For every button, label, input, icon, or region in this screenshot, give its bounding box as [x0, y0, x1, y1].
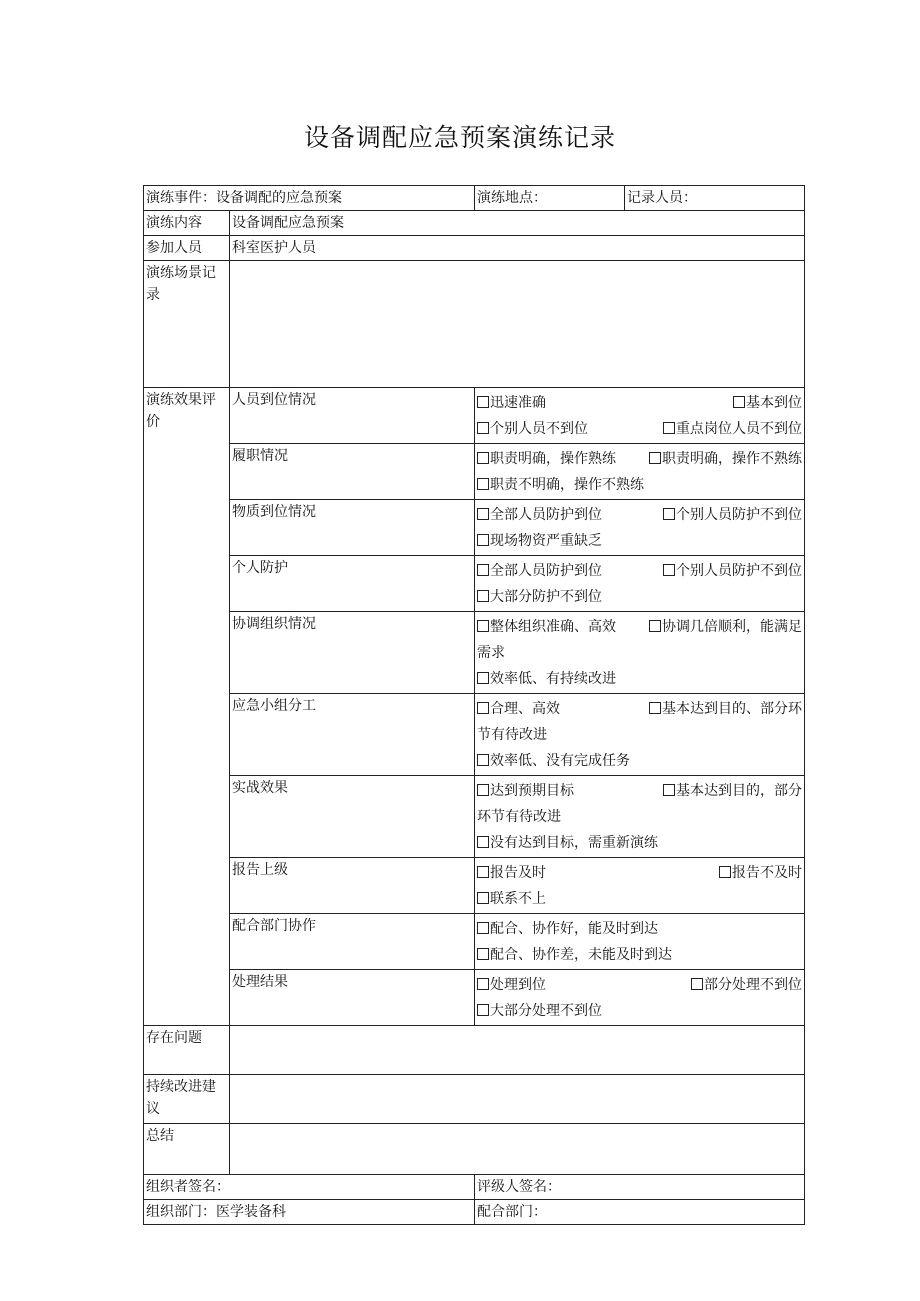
evaluation-row	[144, 776, 805, 858]
option-item[interactable]	[719, 860, 802, 886]
option-label: 处理到位	[490, 977, 546, 993]
evaluation-row	[144, 694, 805, 776]
coop-dept-cell: 配合部门：	[475, 1200, 805, 1225]
option-line	[477, 916, 802, 942]
evaluation-row	[144, 612, 805, 694]
option-label: 职责不明确，操作不熟练	[490, 477, 644, 493]
option-line	[477, 390, 802, 416]
option-item[interactable]	[477, 942, 672, 968]
scene-value	[230, 261, 805, 388]
option-label: 达到预期目标	[490, 783, 574, 799]
option-label: 大部分处理不到位	[490, 1003, 602, 1019]
option-line	[477, 696, 802, 722]
drill-location-cell: 演练地点：	[475, 186, 625, 211]
option-label: 全部人员防护到位	[490, 563, 602, 579]
evaluation-row	[144, 858, 805, 914]
evaluation-item-name: 物质到位情况	[230, 500, 475, 556]
evaluation-options	[475, 776, 805, 858]
option-line	[477, 502, 802, 528]
evaluation-item-name: 处理结果	[230, 970, 475, 1026]
checkbox-icon[interactable]	[649, 452, 661, 464]
evaluation-row	[144, 444, 805, 500]
option-continuation: 环节有待改进	[477, 809, 561, 825]
evaluation-item-name: 配合部门协作	[230, 914, 475, 970]
suggestions-row	[144, 1075, 805, 1124]
checkbox-icon[interactable]	[477, 534, 489, 546]
evaluation-options	[475, 612, 805, 694]
option-item[interactable]	[663, 558, 802, 584]
footer-row	[144, 1200, 805, 1225]
evaluation-options	[475, 914, 805, 970]
option-line	[477, 528, 802, 554]
checkbox-icon[interactable]	[719, 866, 731, 878]
content-label: 演练内容	[144, 211, 230, 236]
option-label: 部分处理不到位	[704, 977, 802, 993]
summary-value[interactable]	[230, 1124, 805, 1175]
option-continuation: 需求	[477, 645, 505, 661]
evaluation-options	[475, 556, 805, 612]
evaluation-item-name: 应急小组分工	[230, 694, 475, 776]
option-continuation: 节有待改进	[477, 727, 547, 743]
option-line	[477, 860, 802, 886]
option-item[interactable]	[477, 972, 546, 998]
option-line	[477, 972, 802, 998]
checkbox-icon[interactable]	[477, 978, 489, 990]
content-value: 设备调配应急预案	[230, 211, 805, 236]
option-item[interactable]	[733, 390, 802, 416]
option-line	[477, 446, 802, 472]
option-label: 个别人员防护不到位	[676, 563, 802, 579]
checkbox-icon[interactable]	[477, 892, 489, 904]
scene-row	[144, 261, 805, 388]
option-item[interactable]	[663, 416, 802, 442]
option-line	[477, 472, 802, 498]
checkbox-icon[interactable]	[477, 422, 489, 434]
checkbox-icon[interactable]	[477, 564, 489, 576]
option-item[interactable]	[649, 696, 802, 722]
option-item[interactable]	[663, 778, 802, 804]
evaluation-item-name: 报告上级	[230, 858, 475, 914]
option-line	[477, 778, 802, 804]
option-label: 协调几倍顺利，能满足	[662, 619, 802, 635]
option-label: 全部人员防护到位	[490, 507, 602, 523]
content-row	[144, 211, 805, 236]
evaluation-options	[475, 970, 805, 1026]
option-item[interactable]	[477, 916, 658, 942]
option-line	[477, 998, 802, 1024]
checkbox-icon[interactable]	[477, 702, 489, 714]
evaluation-row	[144, 500, 805, 556]
option-label: 报告不及时	[732, 865, 802, 881]
checkbox-icon[interactable]	[663, 784, 675, 796]
option-label: 个别人员不到位	[490, 421, 588, 437]
option-label: 配合、协作好，能及时到达	[490, 921, 658, 937]
checkbox-icon[interactable]	[477, 452, 489, 464]
option-label: 没有达到目标，需重新演练	[490, 835, 658, 851]
option-label: 效率低、没有完成任务	[490, 753, 630, 769]
option-label: 迅速准确	[490, 395, 546, 411]
checkbox-icon[interactable]	[477, 508, 489, 520]
option-line	[477, 942, 802, 968]
option-label: 现场物资严重缺乏	[490, 533, 602, 549]
option-label: 职责明确，操作不熟练	[662, 451, 802, 467]
evaluation-item-name: 实战效果	[230, 776, 475, 858]
checkbox-icon[interactable]	[649, 702, 661, 714]
option-line	[477, 584, 802, 610]
option-line	[477, 416, 802, 442]
evaluation-options	[475, 694, 805, 776]
header-row	[144, 186, 805, 211]
option-label: 基本达到目的、部分环	[662, 701, 802, 717]
option-line	[477, 886, 802, 912]
option-item[interactable]	[477, 748, 630, 774]
suggestions-value[interactable]	[230, 1075, 805, 1124]
option-label: 基本达到目的，部分	[676, 783, 802, 799]
evaluator-sign-cell: 评级人签名：	[475, 1175, 805, 1200]
participants-row	[144, 236, 805, 261]
option-item[interactable]	[477, 528, 602, 554]
option-label: 重点岗位人员不到位	[676, 421, 802, 437]
evaluation-options	[475, 444, 805, 500]
evaluation-row	[144, 556, 805, 612]
checkbox-icon[interactable]	[477, 836, 489, 848]
option-item[interactable]	[477, 558, 602, 584]
option-line	[477, 614, 802, 640]
option-line	[477, 830, 802, 856]
evaluation-item-name: 履职情况	[230, 444, 475, 500]
option-item[interactable]	[477, 666, 616, 692]
checkbox-icon[interactable]	[477, 1004, 489, 1016]
option-item[interactable]	[477, 830, 658, 856]
option-item[interactable]	[477, 614, 616, 640]
option-item[interactable]	[477, 390, 546, 416]
checkbox-icon[interactable]	[477, 784, 489, 796]
option-item[interactable]	[477, 416, 588, 442]
option-item[interactable]	[477, 778, 574, 804]
evaluation-options	[475, 500, 805, 556]
page-title: 设备调配应急预案演练记录	[303, 123, 616, 152]
evaluation-row	[144, 914, 805, 970]
summary-row	[144, 1124, 805, 1175]
problems-row	[144, 1026, 805, 1075]
checkbox-icon[interactable]	[733, 396, 745, 408]
checkbox-icon[interactable]	[477, 620, 489, 632]
evaluation-options	[475, 388, 805, 444]
option-label: 配合、协作差，未能及时到达	[490, 947, 672, 963]
option-label: 合理、高效	[490, 701, 560, 717]
option-label: 基本到位	[746, 395, 802, 411]
footer-row	[144, 1175, 805, 1200]
checkbox-icon[interactable]	[649, 620, 661, 632]
scene-label: 演练场景记录	[144, 261, 230, 388]
checkbox-icon[interactable]	[477, 866, 489, 878]
option-line	[477, 666, 802, 692]
suggestions-label: 持续改进建议	[144, 1075, 230, 1124]
problems-value[interactable]	[230, 1026, 805, 1075]
checkbox-icon[interactable]	[477, 922, 489, 934]
option-item[interactable]	[477, 860, 546, 886]
option-item[interactable]	[691, 972, 802, 998]
checkbox-icon[interactable]	[663, 508, 675, 520]
evaluation-item-name: 协调组织情况	[230, 612, 475, 694]
evaluation-options	[475, 858, 805, 914]
option-item[interactable]	[477, 472, 644, 498]
option-label: 报告及时	[490, 865, 546, 881]
checkbox-icon[interactable]	[663, 564, 675, 576]
checkbox-icon[interactable]	[477, 590, 489, 602]
recorder-cell: 记录人员：	[625, 186, 805, 211]
checkbox-icon[interactable]	[477, 948, 489, 960]
checkbox-icon[interactable]	[477, 672, 489, 684]
option-item[interactable]	[477, 446, 616, 472]
evaluation-label: 演练效果评价	[144, 388, 230, 1026]
option-item[interactable]	[477, 886, 546, 912]
checkbox-icon[interactable]	[477, 754, 489, 766]
problems-label: 存在问题	[144, 1026, 230, 1075]
checkbox-icon[interactable]	[477, 478, 489, 490]
checkbox-icon[interactable]	[477, 396, 489, 408]
evaluation-row	[144, 970, 805, 1026]
organizer-sign-cell: 组织者签名：	[144, 1175, 475, 1200]
evaluation-item-name: 个人防护	[230, 556, 475, 612]
option-item[interactable]	[649, 446, 802, 472]
option-item[interactable]	[649, 614, 802, 640]
participants-label: 参加人员	[144, 236, 230, 261]
option-item[interactable]	[477, 696, 560, 722]
drill-record-table	[143, 185, 805, 1225]
option-label: 效率低、有持续改进	[490, 671, 616, 687]
option-item[interactable]	[663, 502, 802, 528]
option-label: 职责明确，操作熟练	[490, 451, 616, 467]
checkbox-icon[interactable]	[691, 978, 703, 990]
evaluation-row	[144, 388, 805, 444]
option-line	[477, 748, 802, 774]
summary-label: 总结	[144, 1124, 230, 1175]
option-label: 整体组织准确、高效	[490, 619, 616, 635]
option-item[interactable]	[477, 998, 602, 1024]
participants-value: 科室医护人员	[230, 236, 805, 261]
option-label: 大部分防护不到位	[490, 589, 602, 605]
option-item[interactable]	[477, 502, 602, 528]
option-line	[477, 558, 802, 584]
org-dept-cell: 组织部门：医学装备科	[144, 1200, 475, 1225]
evaluation-item-name: 人员到位情况	[230, 388, 475, 444]
option-label: 联系不上	[490, 891, 546, 907]
drill-event-cell: 演练事件：设备调配的应急预案	[144, 186, 475, 211]
option-item[interactable]	[477, 584, 602, 610]
checkbox-icon[interactable]	[663, 422, 675, 434]
option-label: 个别人员防护不到位	[676, 507, 802, 523]
